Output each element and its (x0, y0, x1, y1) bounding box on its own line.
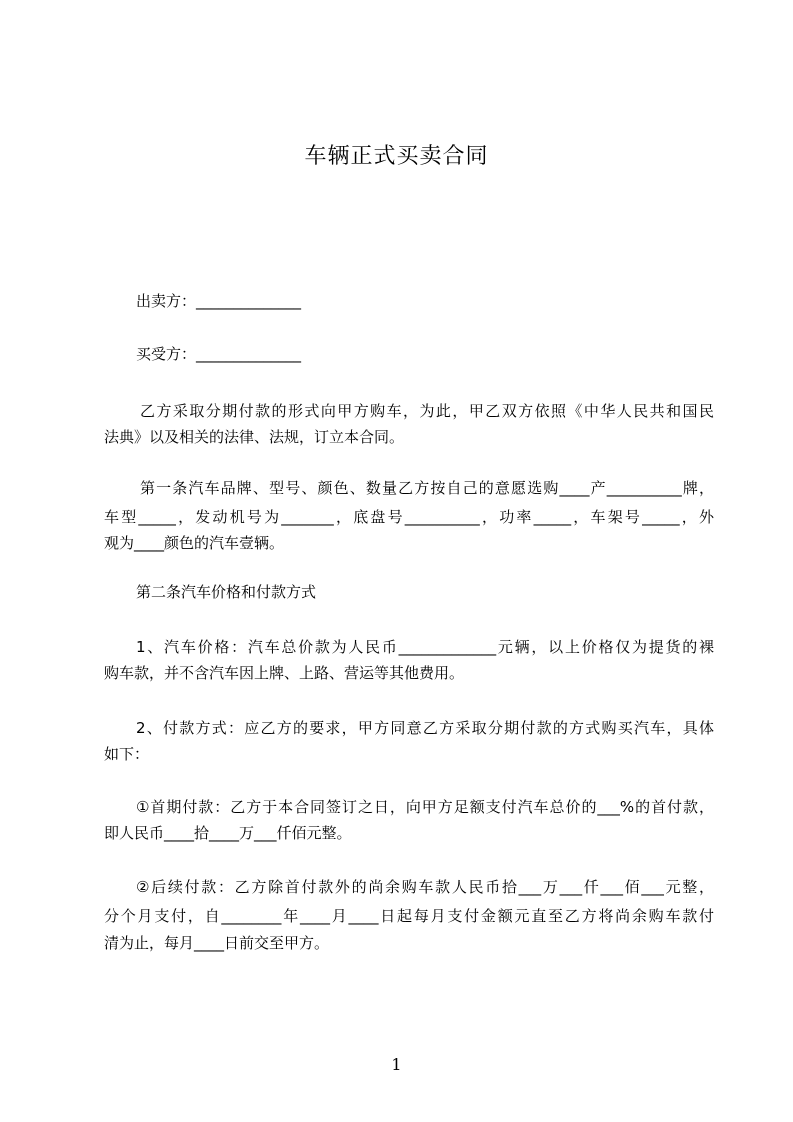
item2-line-2: 如下： (104, 745, 150, 763)
intro-paragraph-line-1: 乙方采取分期付款的形式向甲方购车，为此，甲乙双方依照《中华人民共和国民 (140, 402, 714, 420)
intro-paragraph-line-2: 法典》以及相关的法律、法规，订立本合同。 (104, 428, 405, 446)
item1-line-2: 购车款，并不含汽车因上牌、上路、营运等其他费用。 (104, 664, 465, 682)
article1-line-3: 观为____颜色的汽车壹辆。 (104, 534, 285, 552)
article1-line-2: 车型_____，发动机号为_______，底盘号__________，功率_____，车架号_____，外 (104, 508, 714, 526)
page-title: 车辆正式买卖合同 (304, 144, 489, 169)
sub1-line-2: 即人民币____拾____万___仟佰元整。 (104, 824, 352, 842)
item2-line-1: 2、付款方式：应乙方的要求，甲方同意乙方采取分期付款的方式购买汽车，具体 (136, 719, 714, 737)
page-number: 1 (391, 1055, 402, 1074)
sub2-line-1: ②后续付款：乙方除首付款外的尚余购车款人民币拾___万___仟___佰___元整， (136, 878, 714, 896)
sub2-line-3: 清为止，每月____日前交至甲方。 (104, 934, 330, 952)
item1-line-1: 1、汽车价格：汽车总价款为人民币_____________元辆，以上价格仅为提货的裸 (136, 638, 714, 656)
sub1-line-1: ①首期付款：乙方于本合同签订之日，向甲方足额支付汽车总价的___%的首付款， (136, 798, 714, 816)
buyer-line: 买受方：______________ (136, 345, 302, 363)
article1-line-1: 第一条汽车品牌、型号、颜色、数量乙方按自己的意愿选购____产__________牌， (140, 479, 714, 497)
sub2-line-2: 分个月支付，自________年____月____日起每月支付金额元直至乙方将尚余购车款付 (104, 907, 714, 925)
seller-line: 出卖方：______________ (136, 292, 302, 310)
article2-heading: 第二条汽车价格和付款方式 (136, 583, 317, 601)
